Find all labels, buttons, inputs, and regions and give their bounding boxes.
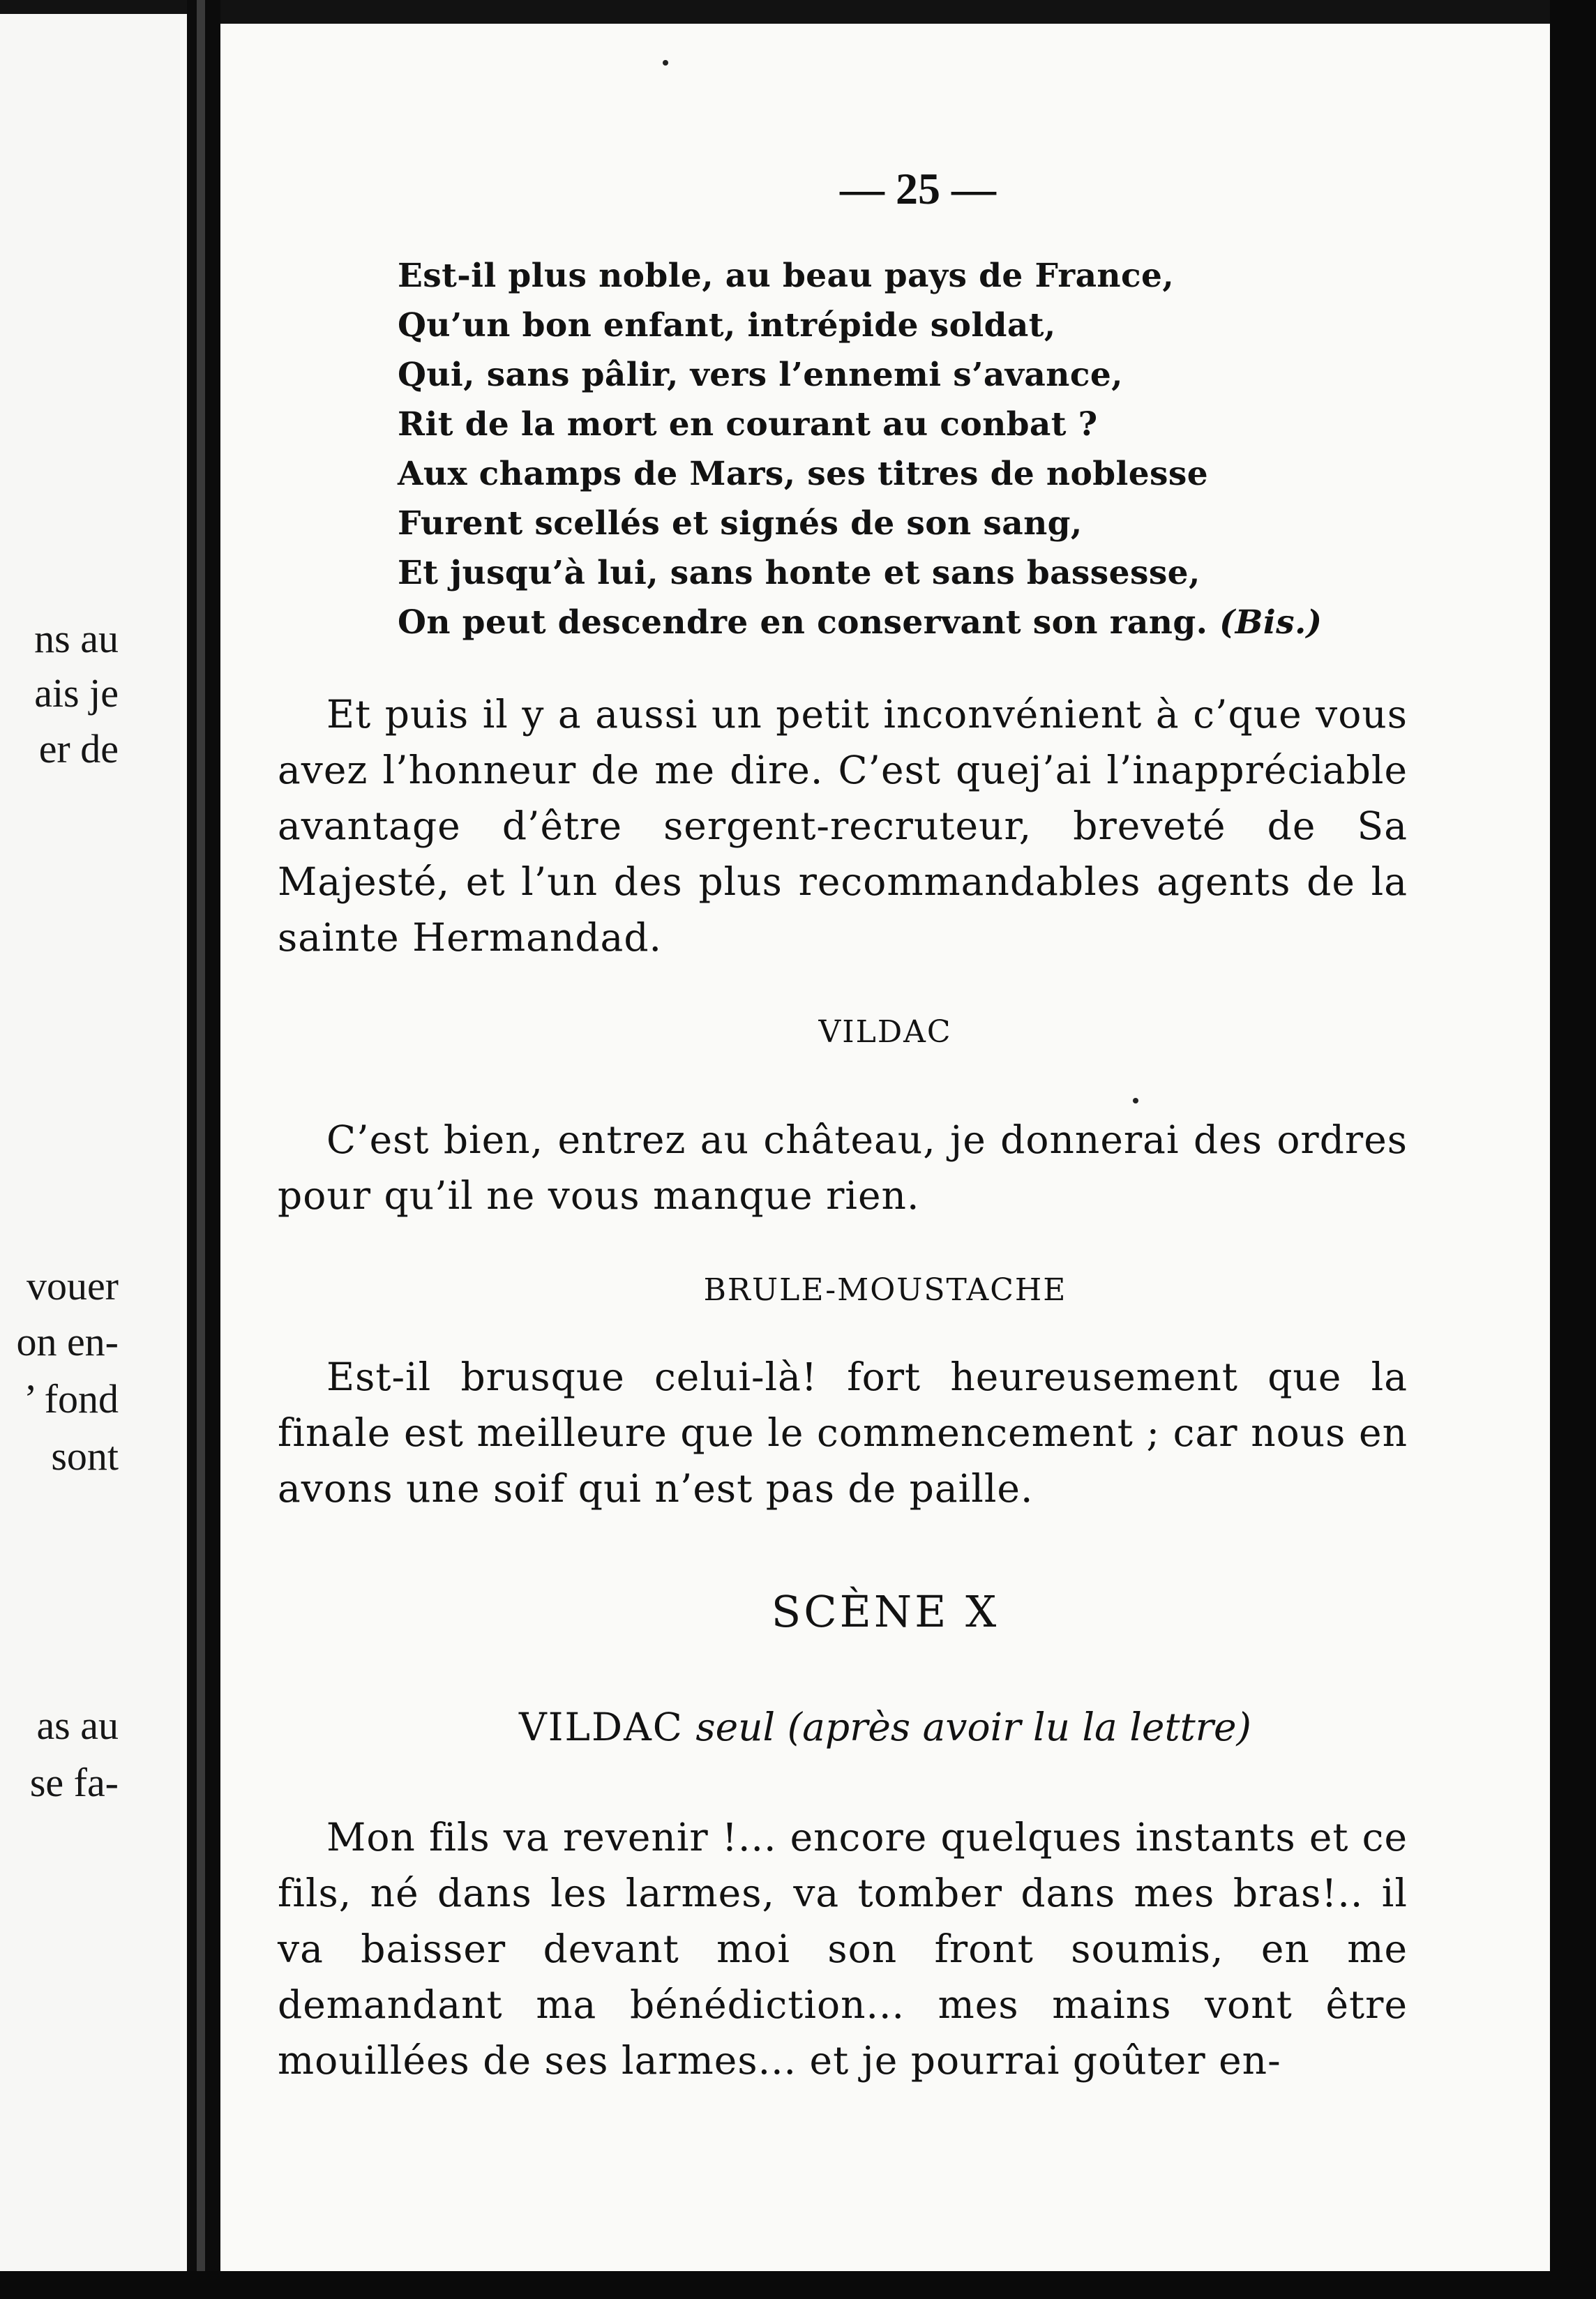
- bis-marker: (Bis.): [1219, 603, 1323, 642]
- left-page-line: vouer: [26, 1263, 119, 1309]
- verse-line: Qui, sans pâlir, vers l’ennemi s’avance,: [398, 356, 1123, 394]
- speaker-name: BRULE-MOUSTACHE: [703, 1272, 1067, 1308]
- left-page-line: er de: [38, 726, 119, 771]
- left-page-line: se fa-: [29, 1760, 119, 1805]
- print-speck: [1133, 1098, 1138, 1103]
- scan-right-border: [1550, 0, 1596, 2299]
- verse-line: Rit de la mort en courant au conbat ?: [398, 405, 1098, 444]
- dialogue-paragraph: Et puis il y a aussi un petit inconvénient à c’que vous avez l’honneur de me dire. C’est quej’ai l’inappréciable avantage d’être sergent-recruteur, breveté de Sa Majesté, et l’un des plus recommandables agents de la sainte Hermandad.: [278, 692, 1408, 960]
- dialogue-paragraph: Est-il brusque celui-là! fort heureusement que la finale est meilleure que le commencement ; car nous en avons une soif qui n’est pas de paille.: [278, 1355, 1408, 1511]
- dialogue-paragraph: C’est bien, entrez au château, je donnerai des ordres pour qu’il ne vous manque rien.: [278, 1117, 1408, 1218]
- stage-direction-line: [220, 1705, 1550, 1749]
- left-page-line: ais je: [34, 670, 119, 716]
- verse-line-last: [398, 598, 1444, 647]
- monologue-paragraph: Mon fils va revenir !... encore quelques instants et ce fils, né dans les larmes, va tomber dans mes bras!.. il va baisser devant moi son front soumis, en me demandant ma bénédiction... mes mains vont être mouillées de ses larmes... et je pourrai goûter en-: [278, 1815, 1408, 2083]
- speaker-name: VILDAC: [818, 1014, 952, 1050]
- previous-page-strip: [0, 14, 187, 2274]
- left-page-line: as au: [36, 1703, 119, 1748]
- stage-direction: seul (après avoir lu la lettre): [695, 1705, 1251, 1749]
- verse-line: Qu’un bon enfant, intrépide soldat,: [398, 306, 1056, 345]
- gutter-edge: [197, 0, 205, 2299]
- left-page-line: on en-: [16, 1319, 119, 1364]
- scene-heading: SCÈNE X: [771, 1586, 1000, 1637]
- left-page-line: ns au: [34, 616, 119, 661]
- left-page-line: sont: [51, 1433, 119, 1479]
- verse-line: Aux champs de Mars, ses titres de noblesse: [398, 455, 1209, 493]
- character-name: VILDAC: [519, 1705, 684, 1749]
- page-number: — 25 —: [840, 164, 996, 213]
- verse-line: Est-il plus noble, au beau pays de France,: [398, 257, 1175, 295]
- verse-line-text: On peut descendre en conservant son rang.: [398, 603, 1208, 642]
- verse-line: Et jusqu’à lui, sans honte et sans bassesse,: [398, 554, 1200, 592]
- scan-bottom-border: [0, 2271, 1596, 2299]
- verse-line: Furent scellés et signés de son sang,: [398, 504, 1083, 543]
- song-verse: [398, 251, 1444, 647]
- left-page-line: ’ fond: [24, 1376, 119, 1422]
- print-speck: [663, 60, 668, 66]
- book-page: [220, 24, 1550, 2271]
